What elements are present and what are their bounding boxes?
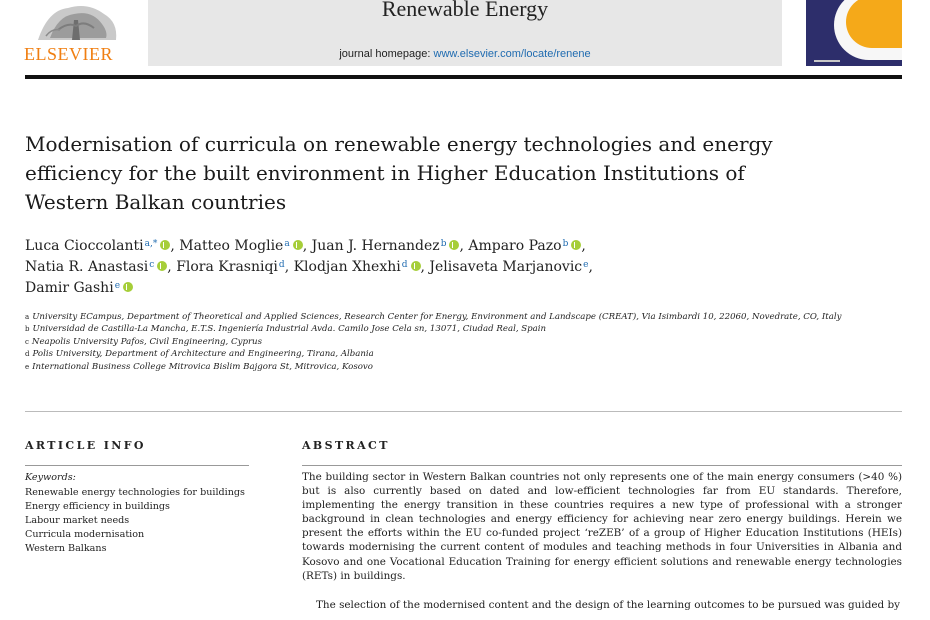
author[interactable] [429, 259, 588, 275]
author-separator: , [459, 238, 469, 254]
affiliation [25, 311, 885, 323]
author-list [25, 236, 885, 299]
author-affiliation-marker[interactable]: e [114, 281, 121, 291]
author-separator: , [170, 238, 180, 254]
cover-accent-shape [846, 0, 902, 48]
author-separator: , [581, 238, 586, 254]
header-divider [25, 75, 902, 79]
elsevier-logo [22, 0, 130, 66]
orcid-icon[interactable] [123, 282, 133, 292]
keyword-item: Labour market needs [25, 515, 130, 526]
journal-banner [148, 0, 782, 66]
author-affiliation-marker[interactable]: a [284, 239, 290, 249]
author-name[interactable]: Natia R. Anastasi [25, 259, 149, 275]
section-divider [25, 411, 902, 412]
author-name[interactable]: Flora Krasniqi [176, 259, 278, 275]
journal-cover-image[interactable] [806, 0, 902, 66]
orcid-icon[interactable] [449, 240, 459, 250]
affiliation-text: University ECampus, Department of Theoretical and Applied Sciences, Research Center for Energy, Environment and Landscape (CREAT), Via Isimbardi 10, 22060, Novedrate, CO, Italy [32, 312, 842, 322]
author-affiliation-marker[interactable]: a,* [144, 239, 158, 249]
author[interactable] [468, 238, 581, 254]
author-separator: , [284, 259, 294, 275]
publisher-name: ELSEVIER [24, 44, 113, 64]
author-separator: , [420, 259, 430, 275]
author-affiliation-marker[interactable]: d [278, 260, 285, 270]
article-info-rule [25, 465, 249, 466]
author-name[interactable]: Juan J. Hernandez [311, 238, 440, 254]
affiliation-text: Neapolis University Pafos, Civil Engineering, Cyprus [31, 336, 262, 347]
author-name[interactable]: Damir Gashi [25, 280, 114, 296]
author-separator: , [302, 238, 312, 254]
abstract-heading: ABSTRACT [302, 439, 390, 452]
elsevier-tree-icon [28, 0, 124, 42]
keywords-label: Keywords: [25, 472, 76, 483]
homepage-label: journal homepage: [339, 48, 431, 60]
author[interactable] [312, 238, 460, 254]
affiliation-label: e [25, 362, 30, 371]
author[interactable] [25, 259, 167, 275]
author-name[interactable]: Jelisaveta Marjanovic [429, 259, 583, 275]
author[interactable] [179, 238, 302, 254]
keyword-item: Curricula modernisation [25, 529, 145, 540]
author[interactable] [176, 259, 285, 275]
author[interactable] [294, 259, 421, 275]
orcid-icon[interactable] [571, 240, 581, 250]
keyword-list [25, 486, 245, 556]
author-separator: , [167, 259, 177, 275]
keyword-item: Renewable energy technologies for buildings [25, 487, 245, 498]
affiliation-text: Polis University, Department of Architecture and Engineering, Tirana, Albania [32, 349, 374, 360]
article-title: Modernisation of curricula on renewable energy technologies and energy efficiency for the built environment in Higher Education Institutions of Western Balkan countries [25, 132, 773, 214]
orcid-icon[interactable] [293, 240, 303, 250]
orcid-icon[interactable] [157, 261, 167, 271]
abstract-paragraph-1: The building sector in Western Balkan countries not only represents one of the main energy consumers (>40 %) but is also currently based on dated and low-efficient technologies far from EU standards. Therefore, implementing the energy transition in these countries requires a new type of professional with a stronger background in clean technologies and energy efficiency for achieving near zero energy buildings. Herein we present the efforts within the EU co-funded project ‘reZEB’ of a group of Higher Education Institutions (HEIs) towards modernising the current content of modules and teaching methods in four Universities in Albania and Kosovo and one Vocational Education Training for energy efficient solutions and renewable energy technologies (RETs) in buildings. [302, 471, 902, 582]
author-affiliation-marker[interactable]: e [583, 260, 589, 270]
affiliation [25, 348, 885, 360]
affiliation [25, 336, 885, 348]
affiliation [25, 323, 885, 335]
affiliation-label: b [25, 325, 30, 334]
homepage-link[interactable]: www.elsevier.com/locate/renene [433, 48, 591, 60]
journal-name[interactable]: Renewable Energy [381, 0, 549, 21]
affiliation-label: d [25, 350, 30, 359]
orcid-icon[interactable] [411, 261, 421, 271]
orcid-icon[interactable] [160, 240, 170, 250]
author-name[interactable]: Matteo Moglie [179, 238, 284, 254]
author[interactable] [25, 280, 133, 296]
author-name[interactable]: Luca Cioccolanti [25, 238, 144, 254]
author-affiliation-marker[interactable]: c [149, 260, 155, 270]
abstract-paragraph-2: The selection of the modernised content and the design of the learning outcomes to be pursued was guided by [316, 599, 900, 611]
affiliation-label: c [25, 337, 29, 346]
affiliation-list [25, 311, 885, 373]
journal-homepage [148, 48, 782, 60]
affiliation-text: International Business College Mitrovica Bislim Bajgora St, Mitrovica, Kosovo [32, 361, 373, 372]
author-name[interactable]: Klodjan Xhexhi [293, 259, 401, 275]
author-name[interactable]: Amparo Pazo [468, 238, 562, 254]
affiliation [25, 361, 885, 373]
author[interactable] [25, 238, 170, 254]
cover-label-line [814, 60, 840, 62]
author-separator: , [588, 259, 593, 275]
affiliation-text: Universidad de Castilla-La Mancha, E.T.S. Ingeniería Industrial Avda. Camilo Jose Cela sn, 13071, Ciudad Real, Spain [32, 324, 547, 335]
abstract-rule [302, 465, 902, 466]
article-info-heading: ARTICLE INFO [25, 439, 146, 452]
affiliation-label: a [25, 313, 30, 321]
author-affiliation-marker[interactable]: b [562, 239, 569, 249]
author-affiliation-marker[interactable]: d [401, 260, 408, 270]
keyword-item: Energy efficiency in buildings [25, 501, 170, 512]
keyword-item: Western Balkans [25, 543, 107, 554]
author-affiliation-marker[interactable]: b [440, 239, 447, 249]
